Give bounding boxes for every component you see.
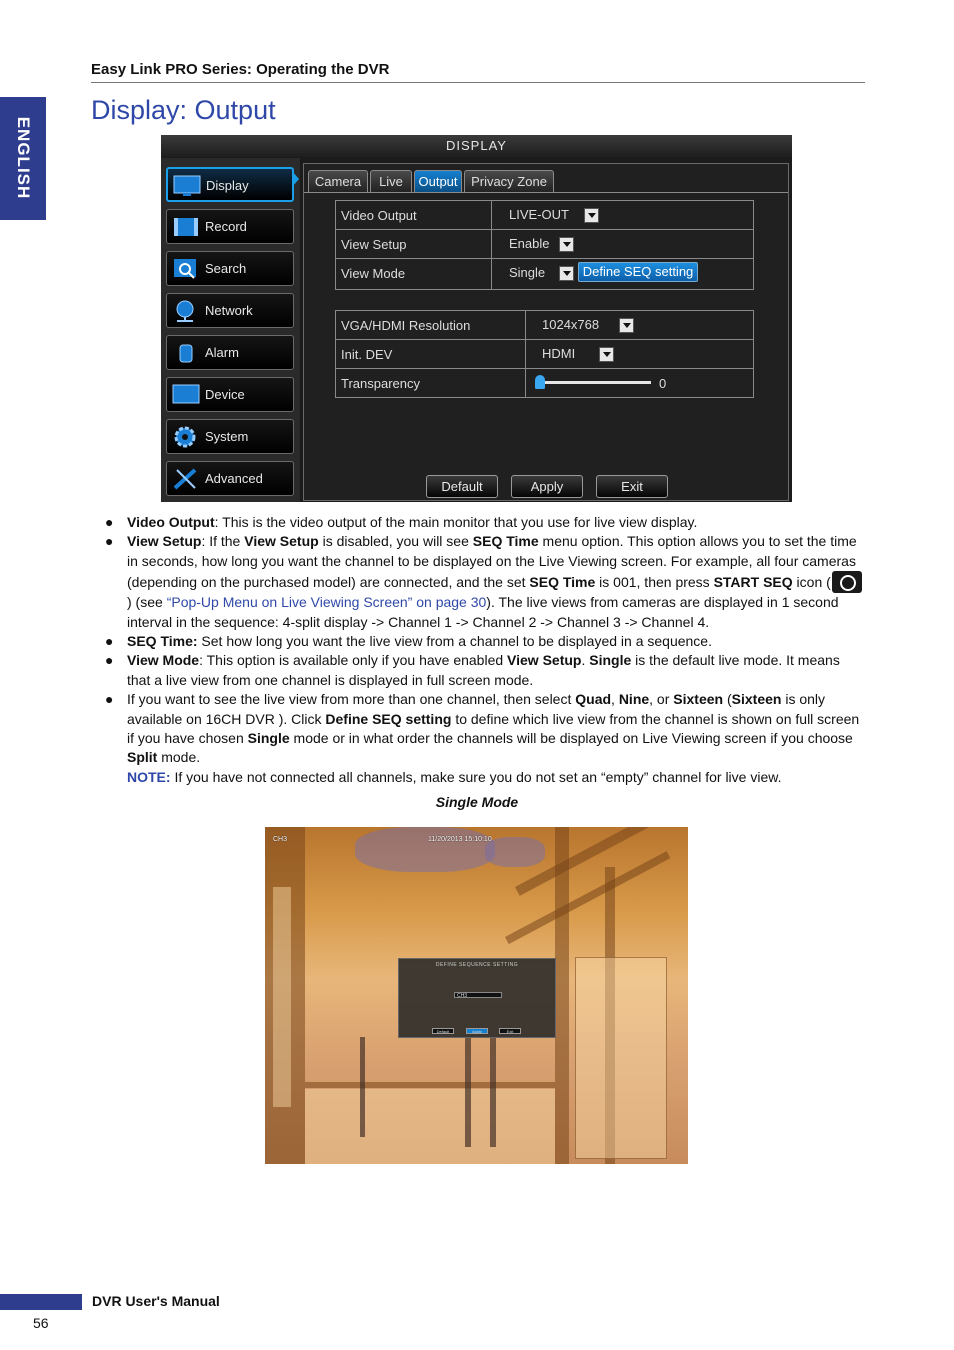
bullet-text: Set how long you want the live view from a channel to be displayed in a sequence.	[197, 633, 712, 650]
row-resolution	[336, 311, 753, 340]
bullet-dot: ●	[105, 514, 114, 530]
channel-label: CH3	[273, 836, 288, 843]
term-start-seq: START SEQ	[713, 574, 793, 591]
film-icon	[171, 215, 201, 239]
dialog-title: DEFINE SEQUENCE SETTING	[435, 962, 519, 968]
chevron-down-icon	[619, 318, 634, 333]
photo-bar-stool	[360, 1037, 365, 1137]
footer-bar	[0, 1294, 82, 1310]
running-head: Easy Link PRO Series: Operating the DVR	[91, 61, 390, 78]
menu-label-advanced: Advanced	[205, 471, 263, 486]
photo-post	[555, 827, 569, 1164]
bullet-text: (	[723, 691, 732, 708]
apply-button[interactable]: Apply	[511, 475, 583, 498]
init-dev-value: HDMI	[542, 346, 576, 361]
bullet-text: menu option. This option allows you to set the time in seconds, how long you want the channel to be displayed on the Live Viewing screen. For example, all four cameras (depending on the purchased model) are connected, and the set	[127, 533, 857, 591]
dialog-exit-button[interactable]: Exit	[499, 1028, 521, 1034]
single-mode-live-view-photo	[265, 827, 688, 1164]
bullet-text: : This is the video output of the main monitor that you use for live view display.	[214, 514, 698, 530]
body-text	[105, 513, 865, 787]
term-nine: Nine	[618, 691, 650, 708]
bullet-text: is 001, then press	[595, 574, 714, 591]
menu-item-display[interactable]	[166, 167, 294, 202]
bullet-video-output	[105, 513, 865, 532]
transparency-value: 0	[659, 376, 667, 391]
note-text: If you have not connected all channels, make sure you do not set an “empty” channel for live view.	[170, 768, 782, 785]
figure-caption: Single Mode	[435, 794, 519, 810]
photo-floor	[305, 1089, 555, 1164]
row-init-dev	[336, 340, 753, 369]
language-side-tab	[0, 97, 46, 220]
tab-privacy-zone[interactable]: Privacy Zone	[464, 170, 554, 192]
photo-bar-stool	[490, 1037, 496, 1147]
menu-label-search: Search	[205, 261, 247, 276]
photo-hanging-plants	[355, 827, 495, 872]
define-sequence-dialog	[398, 958, 556, 1038]
bullet-text: is disabled, you will see	[318, 533, 473, 550]
term-view-setup: View Setup	[244, 533, 319, 550]
term-split: Split	[127, 749, 158, 766]
menu-item-network[interactable]	[166, 293, 294, 328]
bullet-text: to define which live view from the channel is shown on full screen if you have chosen	[127, 710, 860, 747]
dvr-display-screenshot	[161, 135, 792, 502]
menu-label-device: Device	[205, 387, 245, 402]
view-setup-label: View Setup	[341, 237, 407, 252]
bullet-text: .	[581, 652, 590, 669]
menu-label-display: Display	[206, 178, 249, 193]
view-mode-select[interactable]	[509, 265, 574, 282]
bullet-dot: ●	[105, 633, 114, 650]
header-rule	[91, 82, 865, 83]
page-number: 56	[33, 1315, 49, 1331]
menu-item-system[interactable]	[166, 419, 294, 454]
side-tab-label: ENGLISH	[14, 116, 33, 200]
photo-display-cabinet	[575, 957, 667, 1159]
display-settings-group	[335, 310, 754, 398]
term-view-setup: View Setup	[507, 652, 582, 669]
term-seq-time: SEQ Time	[529, 574, 596, 591]
term-view-setup: View Setup	[127, 533, 202, 550]
monitor-icon	[172, 174, 202, 198]
menu-label-system: System	[205, 429, 249, 444]
term-quad: Quad	[575, 691, 612, 708]
tab-live[interactable]: Live	[370, 170, 412, 192]
bullet-text: is the default live mode. It means that a live view from one channel is displayed in full screen mode.	[127, 652, 840, 688]
search-icon	[171, 257, 201, 281]
dvr-side-menu	[161, 158, 300, 502]
bullet-seq-time	[105, 632, 865, 651]
bullet-text: icon (	[792, 574, 831, 591]
transparency-label: Transparency	[341, 376, 420, 391]
bullet-text: : If the	[201, 533, 245, 550]
tab-underline	[304, 192, 788, 193]
note-label: NOTE:	[127, 768, 171, 785]
bullet-text: mode or in what order the channels will be displayed on Live Viewing screen if you choose	[289, 730, 853, 747]
bullet-view-setup	[105, 532, 865, 632]
bullet-text: is only available on 16CH DVR ). Click	[127, 691, 826, 727]
seq-icon	[832, 571, 862, 593]
term-define-seq-setting: Define SEQ setting	[325, 710, 452, 727]
chevron-down-icon	[559, 266, 574, 281]
globe-icon	[171, 299, 201, 323]
dvr-output-panel	[303, 163, 789, 501]
view-mode-value: Single	[509, 265, 546, 280]
bullet-split-modes	[105, 690, 865, 787]
resolution-value: 1024x768	[542, 317, 600, 332]
dialog-default-button[interactable]: Default	[432, 1028, 454, 1034]
term-sixteen: Sixteen	[673, 691, 724, 708]
bullet-text: mode.	[157, 749, 201, 766]
row-view-setup	[336, 230, 753, 259]
video-output-value: LIVE-OUT	[509, 207, 569, 222]
output-settings-group	[335, 200, 754, 290]
photo-floor-line	[305, 1082, 555, 1088]
bullet-view-mode	[105, 651, 865, 690]
exit-button[interactable]: Exit	[596, 475, 668, 498]
video-output-label: Video Output	[341, 208, 417, 223]
default-button[interactable]: Default	[426, 475, 498, 498]
photo-bar-stool	[465, 1037, 471, 1147]
chevron-down-icon	[584, 208, 599, 223]
resolution-select[interactable]	[542, 317, 634, 334]
dialog-apply-button[interactable]: Apply	[466, 1028, 488, 1034]
term-single: Single	[589, 652, 632, 669]
bullet-dot: ●	[105, 652, 114, 669]
bullet-text: , or	[649, 691, 674, 708]
term-seq-time: SEQ Time	[472, 533, 539, 550]
define-seq-setting-button[interactable]: Define SEQ setting	[578, 262, 698, 282]
device-icon	[171, 383, 201, 407]
view-mode-label: View Mode	[341, 266, 406, 281]
active-menu-pointer	[292, 171, 299, 187]
init-dev-select[interactable]	[542, 346, 614, 363]
alarm-icon	[171, 341, 201, 365]
footer-manual-title: DVR User's Manual	[92, 1293, 220, 1309]
gear-icon	[171, 425, 201, 449]
menu-label-record: Record	[205, 219, 247, 234]
photo-hanging-plants	[485, 837, 545, 867]
resolution-label: VGA/HDMI Resolution	[341, 318, 471, 333]
dvr-window-title: DISPLAY	[161, 135, 792, 157]
row-view-mode	[336, 259, 753, 288]
menu-item-record[interactable]	[166, 209, 294, 244]
row-transparency	[336, 369, 753, 398]
menu-item-device[interactable]	[166, 377, 294, 412]
menu-item-alarm[interactable]	[166, 335, 294, 370]
bullet-dot: ●	[105, 691, 114, 708]
menu-label-network: Network	[205, 303, 253, 318]
photo-log-highlight	[273, 887, 291, 1107]
page-title: Display: Output	[91, 95, 276, 125]
term-view-mode: View Mode	[127, 652, 200, 669]
tools-icon	[171, 467, 201, 491]
page-reference-link[interactable]: “Pop-Up Menu on Live Viewing Screen” on page 30	[166, 594, 487, 611]
term-single: Single	[247, 730, 290, 747]
transparency-slider[interactable]	[539, 381, 651, 384]
bullet-text: : This option is available only if you have enabled	[199, 652, 508, 669]
transparency-slider-handle[interactable]	[535, 375, 545, 389]
init-dev-label: Init. DEV	[341, 347, 393, 362]
dialog-channel-select[interactable]: CH3	[454, 992, 502, 998]
menu-item-advanced[interactable]	[166, 461, 294, 496]
timestamp-label: 11/20/2013 15:10:10	[428, 836, 492, 843]
bullet-text: ). The live views from cameras are displayed in 1 second interval in the sequence: 4-split display -> Channel 1 -> Channel 2 -> Channel 3 -> Channel 4.	[127, 594, 839, 630]
term-video-output: Video Output	[127, 514, 215, 530]
view-setup-select[interactable]	[509, 236, 574, 253]
bullet-text: ) (see	[127, 594, 167, 611]
chevron-down-icon	[599, 347, 614, 362]
term-sixteen: Sixteen	[731, 691, 782, 708]
chevron-down-icon	[559, 237, 574, 252]
tab-output[interactable]: Output	[414, 170, 462, 192]
video-output-select[interactable]	[509, 207, 599, 224]
bullet-text: If you want to see the live view from more than one channel, then select	[127, 691, 576, 708]
view-setup-value: Enable	[509, 236, 550, 251]
term-seq-time: SEQ Time:	[127, 633, 198, 650]
menu-label-alarm: Alarm	[205, 345, 239, 360]
bullet-dot: ●	[105, 533, 114, 550]
row-video-output	[336, 201, 753, 230]
tab-camera[interactable]: Camera	[308, 170, 368, 192]
menu-item-search[interactable]	[166, 251, 294, 286]
bullet-text: ,	[611, 691, 619, 708]
